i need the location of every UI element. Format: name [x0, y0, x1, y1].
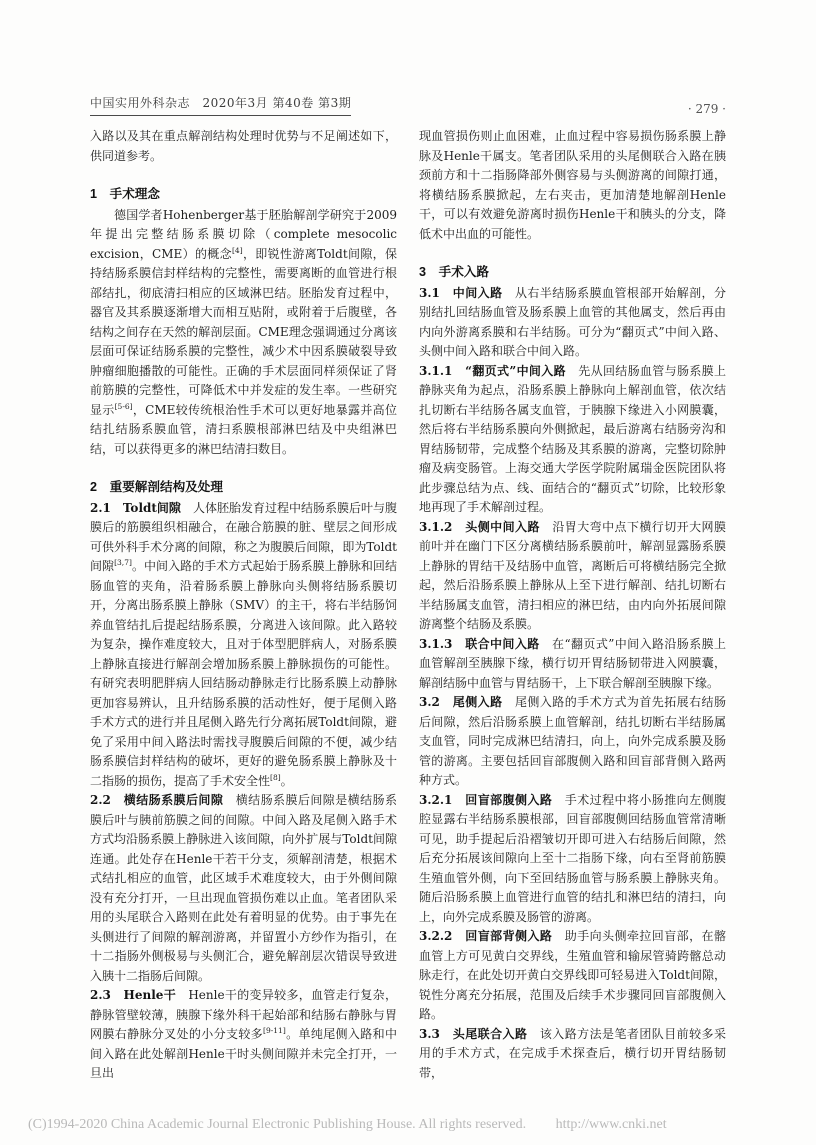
reference-superscript: [3,7]	[114, 558, 132, 567]
section-heading: 1 手术理念	[90, 187, 160, 201]
section-heading: 3 手术入路	[419, 265, 489, 279]
paragraph: 3.2.2 回盲部背侧入路 助手向头侧牵拉回盲部，在髂血管上方可见黄白交界线，生殖血管和输尿管骑跨髂总动脉走行，在此处切开黄白交界线即可轻易进入Toldt间隙，锐性分离充分拓展，范围及后续手术步骤同回盲部腹侧入路。	[419, 929, 726, 1021]
page-number: · 279 ·	[687, 102, 726, 116]
reference-superscript: [9-11]	[263, 1026, 286, 1035]
cnki-url: http://www.cnki.net	[555, 1117, 667, 1132]
paragraph: 2.2 横结肠系膜后间隙 横结肠系膜后间隙是横结肠系膜后叶与胰前筋膜之间的间隙。中间入路及尾侧入路手术方式均沿肠系膜上静脉进入该间隙，向外扩展与Toldt间隙连通。此处存在Henle干若干分支，须解剖清楚，根据术式结扎相应的血管，此区域手术难度较大，由于外侧间隙没有充分打开，一旦出现血管损伤难以止血。笔者团队采用的头尾联合入路则在此处有着明显的优势。由于事先在头侧进行了间隙的解剖游离，并留置小方纱作为指引，在十二指肠外侧极易与头侧汇合，避免解剖层次错误导致进入胰十二指肠后间隙。	[90, 793, 397, 983]
reference-superscript: [5-6]	[114, 401, 133, 411]
paragraph: 3.1.1 “翻页式”中间入路 先从回结肠血管与肠系膜上静脉夹角为起点，沿肠系膜上静脉向上解剖血管，依次结扎切断右半结肠各属支血管，于胰腺下缘进入小网膜囊，然后将右半结肠系膜向外侧掀起，最后游离右结肠旁沟和胃结肠韧带，完成整个结肠及其系膜的游离，完整切除肿瘤及病变肠管。上海交通大学医学院附属瑞金医院团队将此步骤总结为点、线、面结合的“翻页式”切除，比较形象地再现了手术解剖过程。	[419, 363, 726, 514]
paragraph: 3.3 头尾联合入路 该入路方法是笔者团队目前较多采用的手术方式，在完成手术探查后，横行切开胃结肠韧带，	[419, 1026, 726, 1080]
paragraph: 2.3 Henle干 Henle干的变异较多，血管走行复杂，静脉管壁较薄，胰腺下缘外科干起始部和结肠右静脉与胃网膜右静脉分叉处的小分支较多[9-11]。单纯尾侧入路和中间入路在此处解剖Henle干时头侧间隙并未完全打开，一旦出	[90, 988, 397, 1080]
paragraph: 3.1.3 联合中间入路 在“翻页式”中间入路沿肠系膜上血管解剖至胰腺下缘，横行切开胃结肠韧带进入网膜囊，解剖结肠中血管与胃结肠干，上下联合解剖至胰腺下缘。	[419, 636, 727, 690]
paragraph: 3.2 尾侧入路 尾侧入路的手术方式为首先拓展右结肠后间隙，然后沿肠系膜上血管解剖，结扎切断右半结肠属支血管，同时完成淋巴结清扫，向上，向外完成系膜及肠管的游离。主要包括回盲部腹侧入路和回盲部背侧入路两种方式。	[419, 695, 726, 787]
reference-superscript: [4]	[232, 245, 243, 255]
journal-title-line: 中国实用外科杂志 2020年3月 第40卷 第3期	[90, 94, 351, 116]
section-heading: 2 重要解剖结构及处理	[90, 480, 223, 494]
copyright-text: (C)1994-2020 China Academic Journal Electronic Publishing House. All rights reserved.	[28, 1117, 527, 1132]
page-header	[90, 94, 726, 116]
article-body	[90, 127, 726, 1084]
paragraph: 3.2.1 回盲部腹侧入路 手术过程中将小肠推向左侧腹腔显露右半结肠系膜根部，回盲部腹侧回结肠血管常清晰可见，助手提起后沿褶皱切开即可进入右结肠后间隙，然后充分拓展该间隙向上至十二指肠下缘，向右至肾前筋膜生殖血管外侧，向下至回结肠血管与肠系膜上静脉夹角。随后沿肠系膜上血管进行血管的结扎和淋巴结的清扫，向上，向外完成系膜及肠管的游离。	[419, 792, 726, 924]
paragraph: 2.1 Toldt间隙 人体胚胎发育过程中结肠系膜后叶与腹膜后的筋膜组织相融合，在融合筋膜的脏、壁层之间形成可供外科手术分离的间隙，称之为腹膜后间隙，即为Toldt间隙[3,7]。中间入路的手术方式起始于肠系膜上静脉和回结肠血管的夹角，沿着肠系膜上静脉向头侧将结肠系膜切开，分离出肠系膜上静脉（SMV）的主干，将右半结肠饲养血管结扎后提起结肠系膜，分离进入该间隙。此入路较为复杂，操作难度较大，且对于体型肥胖病人，对肠系膜上静脉直接进行解剖会增加肠系膜上静脉损伤的可能性。有研究表明肥胖病人回结肠动静脉走行比肠系膜上动静脉更加容易辨认，且升结肠系膜的活动性好，便于尾侧入路手术方式的进行并且尾侧入路先行分离拓展Toldt间隙，避免了采用中间入路法时需找寻腹膜后间隙的不便，减少结肠系膜信封样结构的破坏，更好的避免肠系膜上静脉及十二指肠的损伤，提高了手术安全性[8]。	[90, 500, 397, 788]
paragraph: 德国学者Hohenberger基于胚胎解剖学研究于2009年提出完整结肠系膜切除（complete mesocolic excision，CME）的概念[4]，即锐性游离Toldt间隙，保持结肠系膜信封样结构的完整性，需要离断的血管进行根部结扎，彻底清扫相应的区域淋巴结。胚胎发育过程中，器官及其系膜逐渐增大而相互贴附，或附着于后腹壁，各结构之间存在天然的解剖层面。CME理念强调通过分离该层面可保证结肠系膜的完整性，减少术中因系膜破裂导致肿瘤细胞播散的可能性。正确的手术层面同样须保证了肾前筋膜的完整性，可降低术中并发症的发生率。一些研究显示[5-6]，CME较传统根治性手术可以更好地暴露并高位结扎结肠系膜血管，清扫系膜根部淋巴结及中央组淋巴结，可以获得更多的淋巴结清扫数目。	[90, 207, 398, 456]
paragraph: 3.1 中间入路 从右半结肠系膜血管根部开始解剖，分别结扎回结肠血管及肠系膜上血管的其他属支，然后再由内向外游离系膜和右半结肠。可分为“翻页式”中间入路、头侧中间入路和联合中间入路。	[419, 285, 726, 358]
page-footer	[28, 1117, 808, 1133]
reference-superscript: [8]	[270, 772, 281, 782]
right-column	[419, 127, 726, 1084]
paragraph: 现血管损伤则止血困难，止血过程中容易损伤肠系膜上静脉及Henle干属支。笔者团队采用的头尾侧联合入路在胰颈前方和十二指肠降部外侧容易与头侧游离的间隙打通，将横结肠系膜掀起，左右夹击，更加清楚地解剖Henle干，可以有效避免游离时损伤Henle干和胰头的分支，降低术中出血的可能性。	[419, 129, 726, 241]
paragraph: 3.1.2 头侧中间入路 沿胃大弯中点下横行切开大网膜前叶并在幽门下区分离横结肠系膜前叶，解剖显露肠系膜上静脉的胃结干及结肠中血管，离断后可将横结肠完全掀起，然后沿肠系膜上静脉从上至下进行解剖、结扎切断右半结肠属支血管，清扫相应的淋巴结，由内向外拓展间隙游离整个结肠及系膜。	[419, 519, 726, 631]
paragraph: 入路以及其在重点解剖结构处理时优势与不足阐述如下，供同道参考。	[90, 129, 397, 163]
left-column	[90, 127, 397, 1084]
